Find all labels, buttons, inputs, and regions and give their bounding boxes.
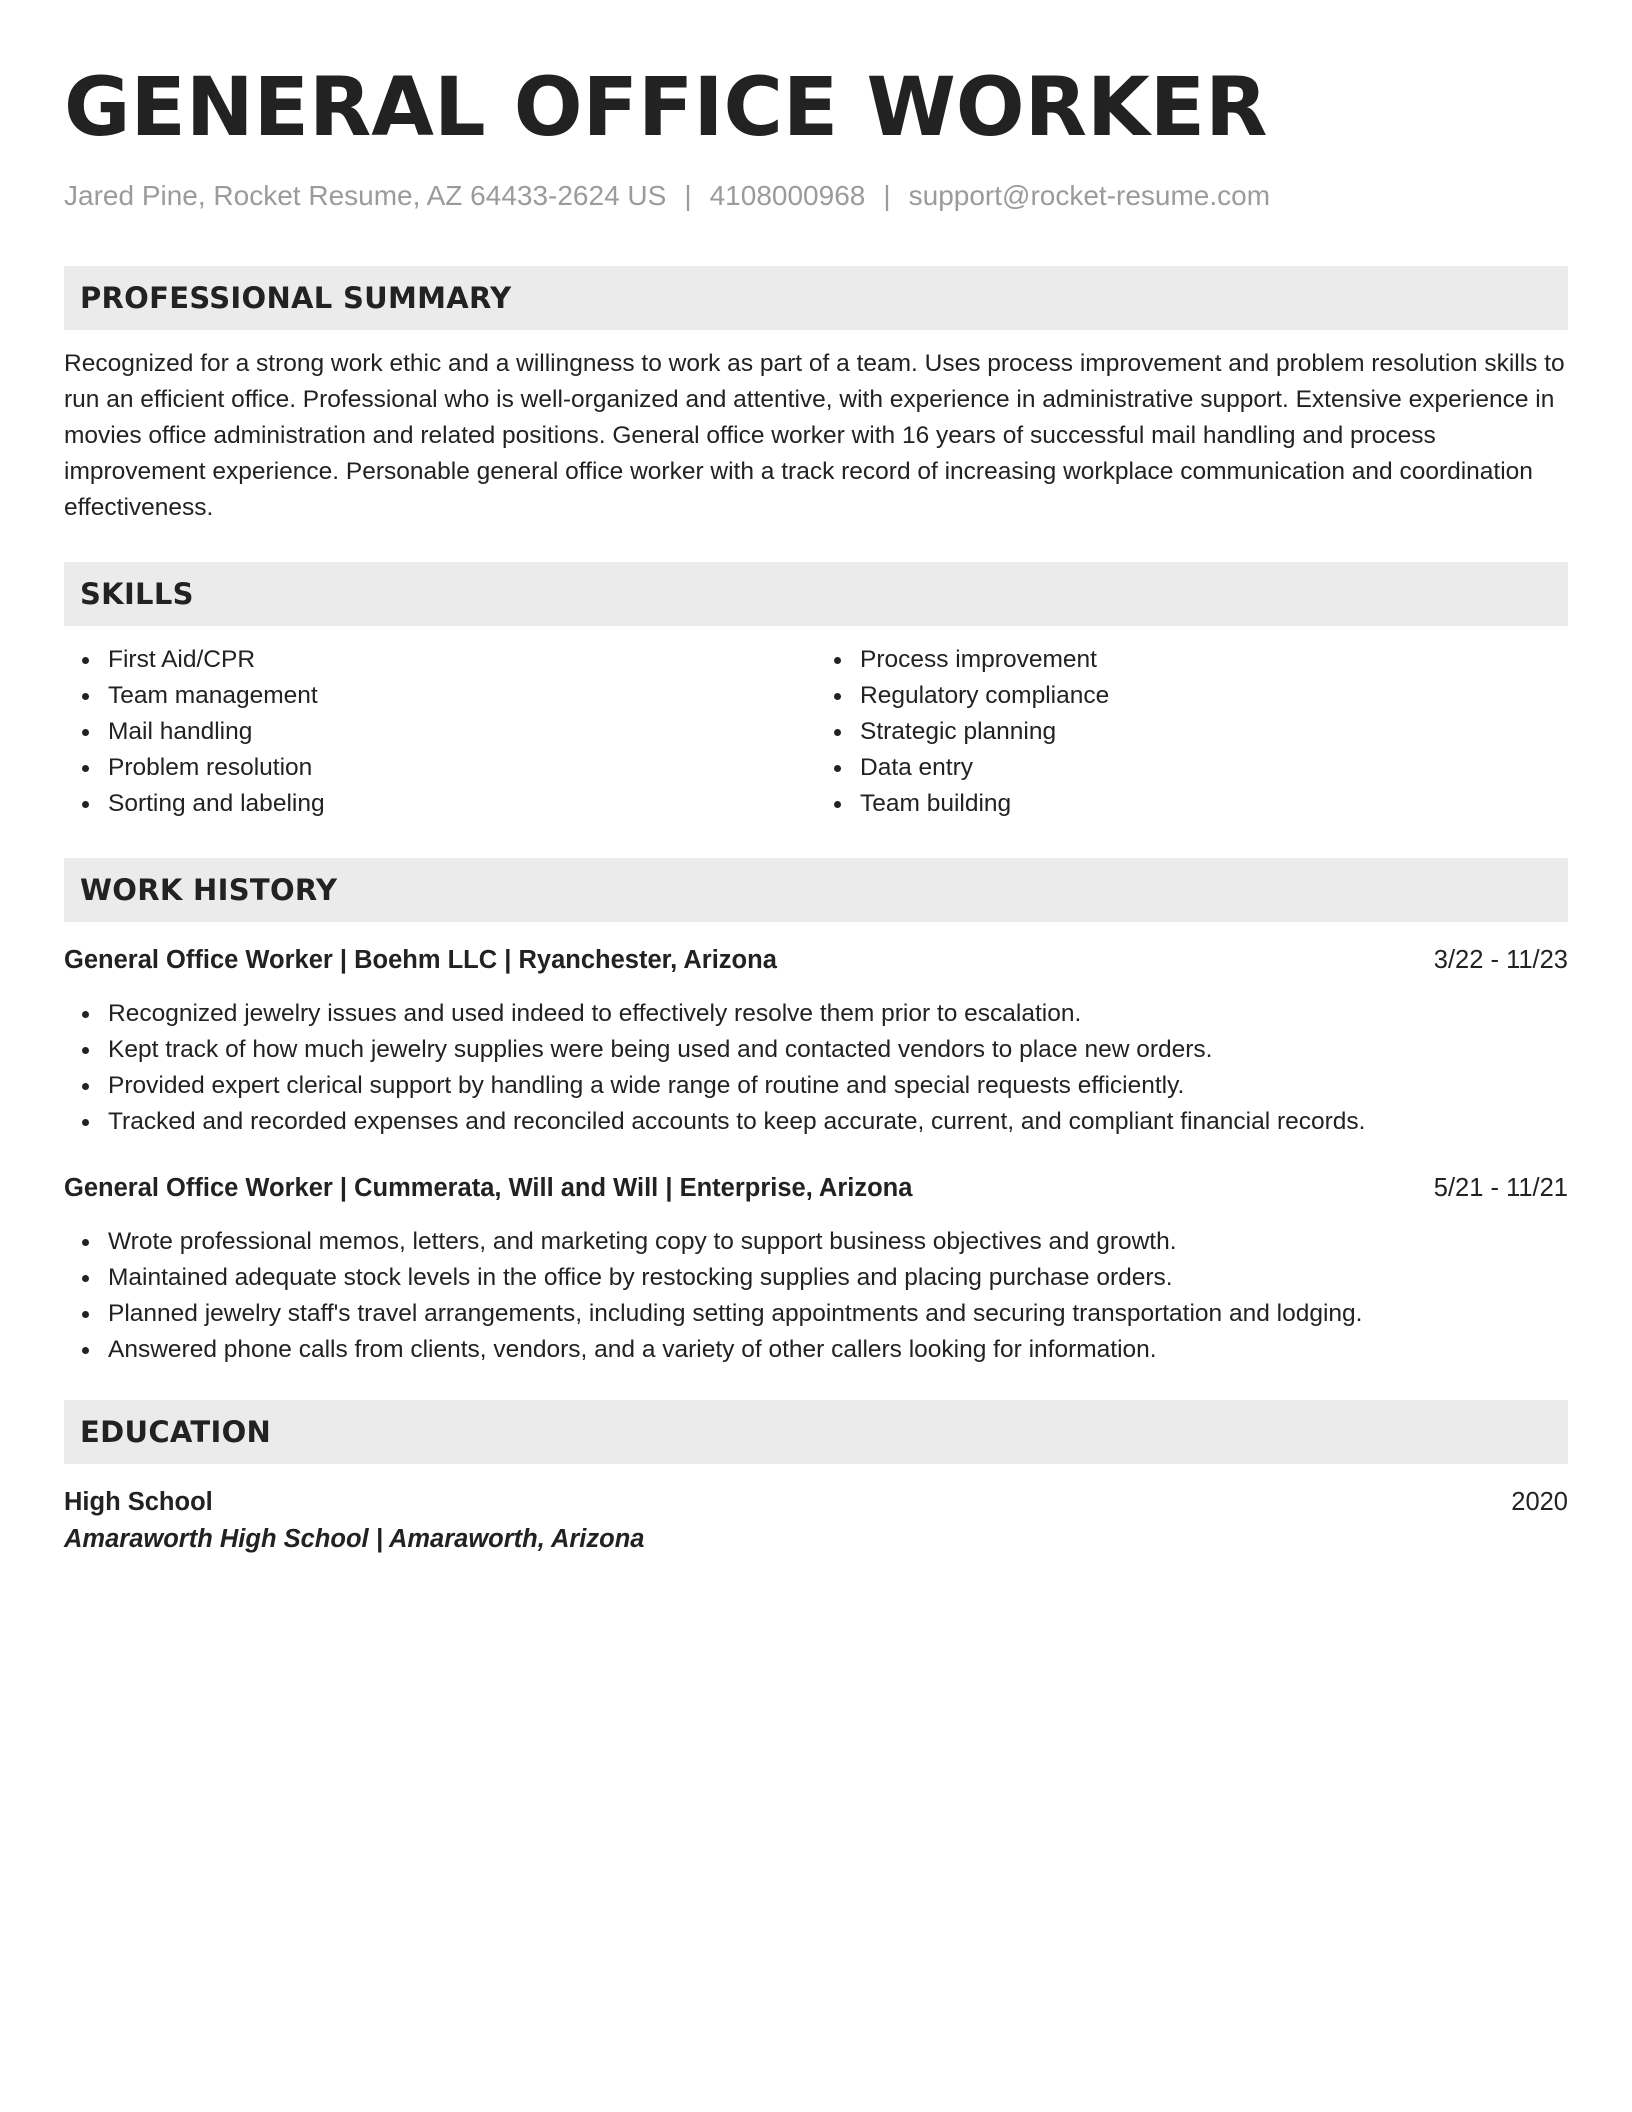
job-bullet: Planned jewelry staff's travel arrangements, including setting appointments and securing transportation and lodging. xyxy=(108,1296,1568,1332)
job-entry xyxy=(64,942,1568,1140)
contact-email: support@rocket-resume.com xyxy=(908,180,1271,211)
resume-title: GENERAL OFFICE WORKER xyxy=(64,61,1268,155)
job-bullet: Answered phone calls from clients, vendors, and a variety of other callers looking for information. xyxy=(108,1332,1568,1368)
job-title: General Office Worker | Boehm LLC | Ryanchester, Arizona xyxy=(64,946,777,974)
skill-item: Strategic planning xyxy=(860,714,1568,750)
job-bullet: Recognized jewelry issues and used indeed to effectively resolve them prior to escalation. xyxy=(108,996,1568,1032)
job-bullet: Provided expert clerical support by handling a wide range of routine and special requests efficiently. xyxy=(108,1068,1568,1104)
job-entry xyxy=(64,1170,1568,1368)
work-heading: WORK HISTORY xyxy=(80,873,338,907)
skills-list xyxy=(64,642,1568,822)
job-bullet: Wrote professional memos, letters, and marketing copy to support business objectives and growth. xyxy=(108,1224,1568,1260)
contact-phone: 4108000968 xyxy=(709,180,866,211)
skills-column-left xyxy=(64,642,816,822)
education-degree: High School xyxy=(64,1488,213,1516)
skill-item: Process improvement xyxy=(860,642,1568,678)
summary-text: Recognized for a strong work ethic and a willingness to work as part of a team. Uses process improvement and problem resolution skills to run an efficient office. Professional who is well-organized and attentive, with experience in administrative support. Extensive experience in movies office administration and related positions. General office worker with 16 years of successful mail handling and process improvement experience. Personable general office worker with a track record of increasing workplace communication and coordination effectiveness. xyxy=(64,350,1565,521)
skill-item: Problem resolution xyxy=(108,750,816,786)
contact-separator: | xyxy=(684,180,692,211)
skills-section-header xyxy=(64,562,1568,626)
education-entry xyxy=(64,1484,1568,1558)
skill-item: Team management xyxy=(108,678,816,714)
job-bullet: Maintained adequate stock levels in the office by restocking supplies and placing purchase orders. xyxy=(108,1260,1568,1296)
contact-separator: | xyxy=(883,180,891,211)
job-header xyxy=(64,1170,1568,1206)
job-bullets xyxy=(64,996,1568,1140)
work-section-header xyxy=(64,858,1568,922)
job-header xyxy=(64,942,1568,978)
skill-item: First Aid/CPR xyxy=(108,642,816,678)
contact-line xyxy=(64,176,1568,216)
job-bullets xyxy=(64,1224,1568,1368)
education-header xyxy=(64,1484,1568,1520)
skill-item: Team building xyxy=(860,786,1568,822)
skill-item: Regulatory compliance xyxy=(860,678,1568,714)
education-school: Amaraworth High School | Amaraworth, Arizona xyxy=(64,1525,645,1553)
skills-column-right xyxy=(816,642,1568,822)
job-dates: 5/21 - 11/21 xyxy=(1433,1174,1568,1202)
skill-item: Data entry xyxy=(860,750,1568,786)
summary-heading: PROFESSIONAL SUMMARY xyxy=(80,281,512,315)
summary-section-header xyxy=(64,266,1568,330)
skill-item: Mail handling xyxy=(108,714,816,750)
education-heading: EDUCATION xyxy=(80,1415,272,1449)
job-bullet: Kept track of how much jewelry supplies were being used and contacted vendors to place new orders. xyxy=(108,1032,1568,1068)
education-section-header xyxy=(64,1400,1568,1464)
contact-address: Jared Pine, Rocket Resume, AZ 64433-2624 US xyxy=(64,180,667,211)
job-dates: 3/22 - 11/23 xyxy=(1433,946,1568,974)
skill-item: Sorting and labeling xyxy=(108,786,816,822)
skills-heading: SKILLS xyxy=(80,577,194,611)
education-year: 2020 xyxy=(1511,1488,1568,1516)
job-bullet: Tracked and recorded expenses and reconciled accounts to keep accurate, current, and compliant financial records. xyxy=(108,1104,1568,1140)
job-title: General Office Worker | Cummerata, Will and Will | Enterprise, Arizona xyxy=(64,1174,913,1202)
